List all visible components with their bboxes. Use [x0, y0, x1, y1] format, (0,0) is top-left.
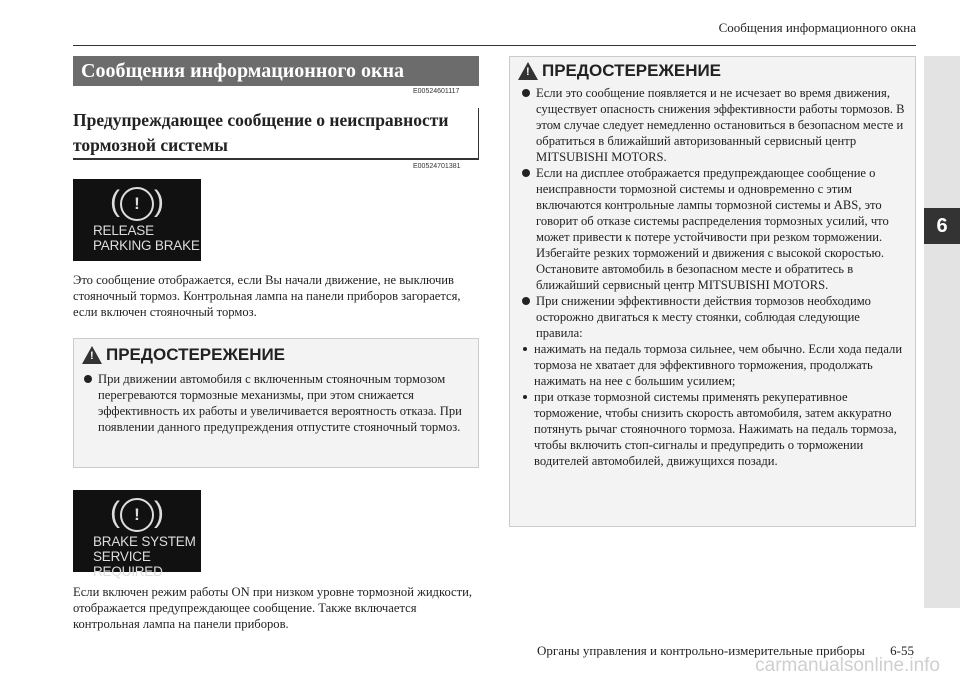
warning-triangle-icon: !: [82, 346, 102, 364]
brake-warning-icon: ( ! ): [120, 187, 154, 221]
warning-subitem-2: при отказе тормозной системы применять рекуперативное торможение, чтобы снизить скорость автомобиля, затем аккуратно потянуть рычаг стояночного тормоза. Нажимать на педаль тормоза, чтобы включить стоп-сигналы и предупредить о торможении водителей автомобилей, движущихся позади.: [522, 389, 907, 469]
subsection-code: E00524701381: [413, 163, 461, 170]
subsection-title: [73, 108, 479, 160]
footer-text: Органы управления и контрольно-измерительные приборы: [536, 643, 865, 658]
warning-label: ПРЕДОСТЕРЕЖЕНИЕ: [106, 345, 286, 364]
warning-list-1: [82, 371, 468, 435]
warning-box-1: [73, 338, 479, 468]
warning-item-2: Если на дисплее отображается предупреждающее сообщение о неисправности тормозной системы и одновременно с этим включаются контрольные лампы тормозной системы и ABS, это говорит об отказе системы распределения тормозных усилий, что может привести к потере устойчивости при резком торможении. Избегайте резких торможений и движения с высокой скоростью. Остановите автомобиль в безопасном месте и обратитесь в ближайший сервисный центр MITSUBISHI MOTORS.: [520, 165, 907, 293]
display-line-1: RELEASE: [93, 223, 154, 238]
page-number: 6-55: [890, 643, 914, 658]
paragraph-1: Это сообщение отображается, если Вы начали движение, не выключив стояночный тормоз. Контрольная лампа на панели приборов загорается, если включен стояночный тормоз.: [73, 273, 461, 319]
chapter-tab-bar: [924, 56, 960, 608]
display-text: [93, 223, 200, 253]
warning-label: ПРЕДОСТЕРЕЖЕНИЕ: [542, 61, 722, 80]
paragraph-2: Если включен режим работы ON при низком уровне тормозной жидкости, отображается предупреждающее сообщение. Также включается контрольная лампа на панели приборов.: [73, 585, 473, 631]
display-line-2: PARKING BRAKE: [93, 238, 200, 253]
warning-box-2: [509, 56, 916, 527]
warning-item-3-text: При снижении эффективности действия тормозов необходимо осторожно двигаться к месту стоянки, соблюдая следующие правила:: [536, 294, 871, 340]
section-title: Сообщения информационного окна: [73, 56, 479, 86]
warning-item-1: Если это сообщение появляется и не исчезает во время движения, существует опасность снижения эффективности работы тормозов. В этом случае следует немедленно остановиться в безопасном месте и обратиться в ближайший авторизованный сервисный центр MITSUBISHI MOTORS.: [520, 85, 907, 165]
warning-item: При движении автомобиля с включенным стояночным тормозом перегреваются тормозные механизмы, при этом снижается эффективность их работы и увеличивается вероятность отказа. При появлении данного предупреждения отпустите стояночный тормоз.: [82, 371, 468, 435]
header-rule: [73, 45, 916, 46]
section-code: E00524601117: [413, 88, 460, 95]
brake-warning-icon: ( ! ): [120, 498, 154, 532]
warning-sublist: [522, 341, 907, 469]
subsection-title-text: Предупреждающее сообщение о неисправности тормозной системы: [73, 110, 449, 155]
display-text: [93, 534, 201, 579]
chapter-tab-number: 6: [924, 208, 960, 244]
warning-subitem-1: нажимать на педаль тормоза сильнее, чем обычно. Если хода педали тормоза не хватает для эффективного торможения, продолжать нажимать на нее с большим усилием;: [522, 341, 907, 389]
warning-triangle-icon: !: [518, 62, 538, 80]
display-line-1: BRAKE SYSTEM: [93, 534, 196, 549]
display-line-2: SERVICE REQUIRED: [93, 549, 163, 579]
warning-header: [82, 345, 478, 365]
warning-list-2: [520, 85, 907, 469]
display-release-parking-brake: [73, 179, 201, 261]
warning-item-3: [520, 293, 907, 469]
warning-header: [518, 61, 915, 81]
watermark: carmanualsonline.info: [755, 655, 940, 676]
running-head: Сообщения информационного окна: [718, 20, 916, 35]
display-brake-system-service: [73, 490, 201, 579]
